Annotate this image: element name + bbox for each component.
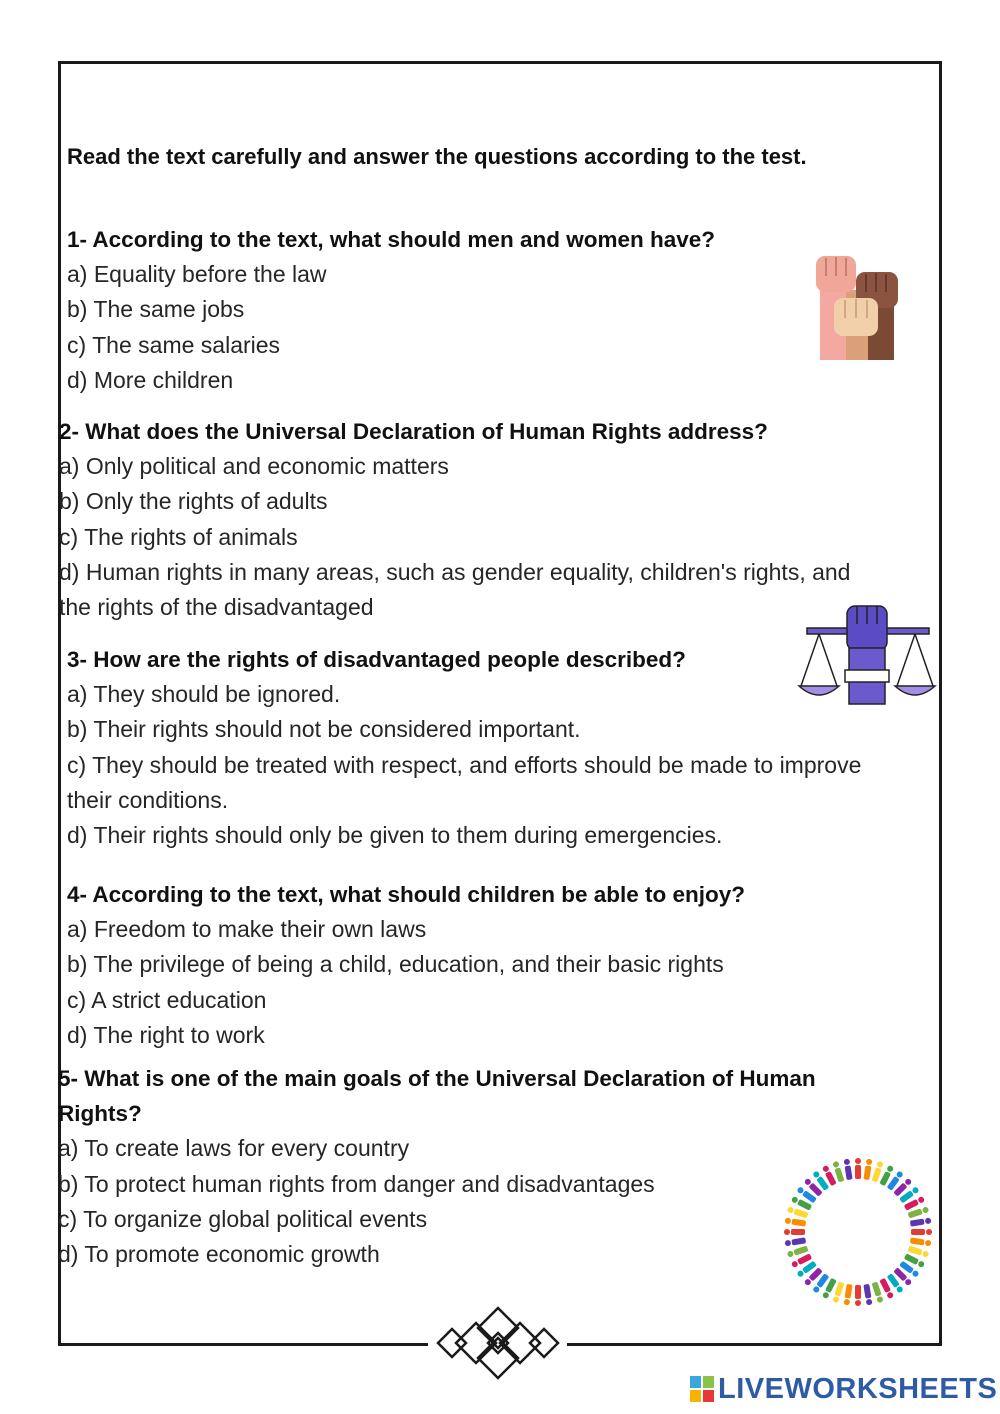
question-2-option-b[interactable]: b) Only the rights of adults xyxy=(59,488,328,515)
question-3-option-d[interactable]: d) Their rights should only be given to them during emergencies. xyxy=(67,822,723,849)
person-figure xyxy=(784,1229,805,1235)
question-4-option-a[interactable]: a) Freedom to make their own laws xyxy=(67,916,427,943)
question-4-option-b[interactable]: b) The privilege of being a child, education, and their basic rights xyxy=(67,951,724,978)
diamond-ornament-icon xyxy=(432,1306,564,1380)
question-5-text-cont: Rights? xyxy=(58,1101,142,1127)
person-figure xyxy=(784,1217,806,1226)
people-circle-icon xyxy=(778,1155,938,1310)
justice-scale-fist-icon xyxy=(795,600,941,710)
question-3-option-b[interactable]: b) Their rights should not be considered important. xyxy=(67,716,581,743)
raised-fists-icon xyxy=(812,250,904,362)
person-figure xyxy=(911,1229,932,1235)
question-3-option-c[interactable]: c) They should be treated with respect, and efforts should be made to improve xyxy=(67,751,862,778)
question-1-option-c[interactable]: c) The same salaries xyxy=(67,331,281,358)
question-1-text: 1- According to the text, what should men and women have? xyxy=(67,227,715,252)
bottom-rule-left xyxy=(58,1343,428,1346)
question-5-option-b[interactable]: b) To protect human rights from danger and disadvantages xyxy=(58,1170,655,1197)
question-5 xyxy=(58,1061,816,1272)
question-2-text: 2- What does the Universal Declaration of Human Rights address? xyxy=(59,419,768,444)
liveworksheets-logo xyxy=(690,1372,997,1406)
question-1-option-a[interactable]: a) Equality before the law xyxy=(67,261,327,288)
instructions-heading: Read the text carefully and answer the questions according to the test. xyxy=(67,144,807,169)
question-3 xyxy=(67,642,861,853)
question-5-option-d[interactable]: d) To promote economic growth xyxy=(58,1241,380,1268)
question-4-option-c[interactable]: c) A strict education xyxy=(67,986,267,1013)
person-figure xyxy=(863,1158,872,1180)
person-figure xyxy=(843,1284,852,1306)
question-2-option-d[interactable]: d) Human rights in many areas, such as gender equality, children's rights, and xyxy=(59,558,851,585)
question-4 xyxy=(67,877,745,1053)
question-2-option-a[interactable]: a) Only political and economic matters xyxy=(59,453,449,480)
question-2-option-d-cont[interactable]: the rights of the disadvantaged xyxy=(59,594,374,621)
question-3-text: 3- How are the rights of disadvantaged people described? xyxy=(67,647,686,672)
person-figure xyxy=(863,1284,872,1306)
question-1 xyxy=(67,222,715,398)
person-figure xyxy=(855,1285,861,1306)
question-4-text: 4- According to the text, what should children be able to enjoy? xyxy=(67,882,745,907)
question-2 xyxy=(59,414,850,625)
question-4-option-d[interactable]: d) The right to work xyxy=(67,1021,265,1048)
person-figure xyxy=(910,1237,932,1246)
bottom-rule-right xyxy=(567,1343,942,1346)
question-3-option-c-cont[interactable]: their conditions. xyxy=(67,786,229,813)
question-2-option-c[interactable]: c) The rights of animals xyxy=(59,523,298,550)
question-1-option-d[interactable]: d) More children xyxy=(67,366,234,393)
liveworksheets-logo-icon xyxy=(690,1376,714,1402)
person-figure xyxy=(855,1158,861,1179)
question-3-option-a[interactable]: a) They should be ignored. xyxy=(67,681,341,708)
brand-name: LIVEWORKSHEETS xyxy=(718,1372,998,1405)
question-5-text: 5- What is one of the main goals of the Universal Declaration of Human xyxy=(58,1066,816,1091)
question-5-option-c[interactable]: c) To organize global political events xyxy=(58,1205,428,1232)
question-5-option-a[interactable]: a) To create laws for every country xyxy=(58,1135,410,1162)
question-1-option-b[interactable]: b) The same jobs xyxy=(67,296,245,323)
person-figure xyxy=(910,1217,932,1226)
person-figure xyxy=(784,1237,806,1246)
person-figure xyxy=(843,1158,852,1180)
